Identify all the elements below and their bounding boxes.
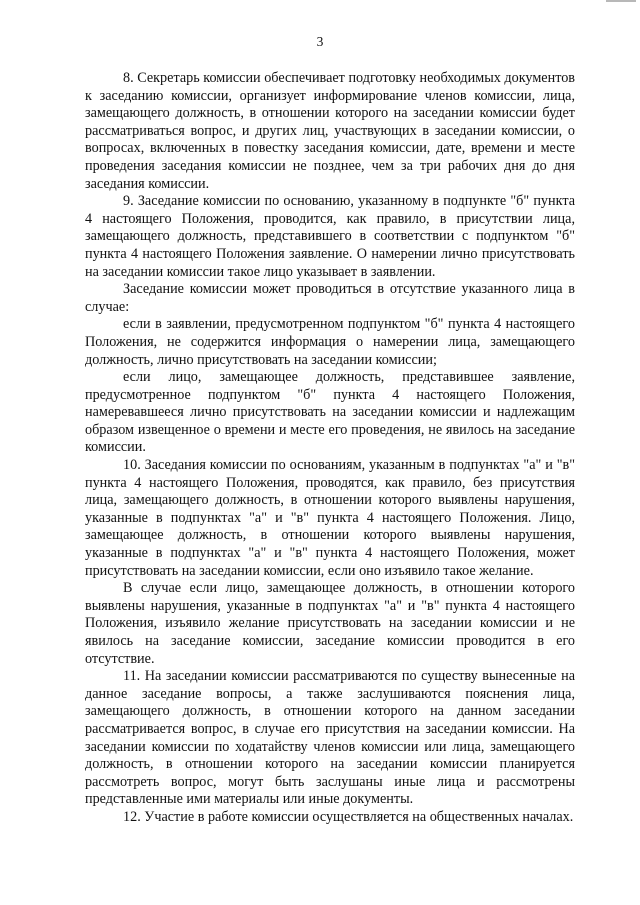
paragraph-10-absence: В случае если лицо, замещающее должность, в отношении которого выявлены нарушения, указанные в подпунктах "а" и "в" пункта 4 настоящего Положения, изъявило желание присутствовать на заседании комиссии и не явилось на заседание комиссии, заседание комиссии проводится в его отсутствие.: [85, 580, 575, 667]
paragraph-9-case-2: если лицо, замещающее должность, представившее заявление, предусмотренное подпунктом "б" пункта 4 настоящего Положения, намеревавшееся лично присутствовать на заседании комиссии и надлежащим образом извещенное о времени и месте его проведения, не явилось на заседание комиссии.: [85, 369, 575, 456]
scan-edge-mark: [606, 0, 636, 2]
paragraph-9-absence: Заседание комиссии может проводиться в отсутствие указанного лица в случае:: [85, 281, 575, 315]
paragraph-10: 10. Заседания комиссии по основаниям, указанным в подпунктах "а" и "в" пункта 4 настоящего Положения, проводятся, как правило, без присутствия лица, замещающего должность, в отношении которого выявлены нарушения, указанные в подпунктах "а" и "в" пункта 4 настоящего Положения. Лицо, замещающее должность, в отношении которого выявлены нарушения, указанные в подпунктах "а" и "в" пункта 4 настоящего Положения, может присутствовать на заседании комиссии, если оно изъявило такое желание.: [85, 457, 575, 579]
page-number: 3: [316, 34, 324, 49]
document-body: [85, 70, 575, 827]
paragraph-12: 12. Участие в работе комиссии осуществляется на общественных началах.: [123, 808, 574, 825]
paragraph-8: 8. Секретарь комиссии обеспечивает подготовку необходимых документов к заседанию комиссии, организует информирование членов комиссии, лица, замещающего должность, в отношении которого на заседании комиссии будет рассматриваться вопрос, и других лиц, участвующих в заседании комиссии, о вопросах, включенных в повестку заседания комиссии, дате, времени и месте проведения заседания комиссии не позднее, чем за три рабочих дня до дня заседания комиссии.: [85, 70, 575, 192]
paragraph-9: 9. Заседание комиссии по основанию, указанному в подпункте "б" пункта 4 настоящего Положения, проводится, как правило, в присутствии лица, замещающего должность, представившего в соответствии с подпунктом "б" пункта 4 настоящего Положения заявление. О намерении лично присутствовать на заседании комиссии такое лицо указывает в заявлении.: [85, 193, 575, 280]
paragraph-9-case-1: если в заявлении, предусмотренном подпунктом "б" пункта 4 настоящего Положения, не содержится информация о намерении лица, замещающего должность, лично присутствовать на заседании комиссии;: [85, 316, 575, 368]
paragraph-11: 11. На заседании комиссии рассматриваются по существу вынесенные на данное заседание вопросы, а также заслушиваются пояснения лица, замещающего должность, в отношении которого на данном заседании рассматривается вопрос, в случае его присутствия на заседании комиссии. На заседании комиссии по ходатайству членов комиссии или лица, замещающего должность, в отношении которого на заседании комиссии планируется рассмотреть вопрос, могут быть заслушаны иные лица и рассмотрены представленные ими материалы или иные документы.: [85, 668, 575, 808]
